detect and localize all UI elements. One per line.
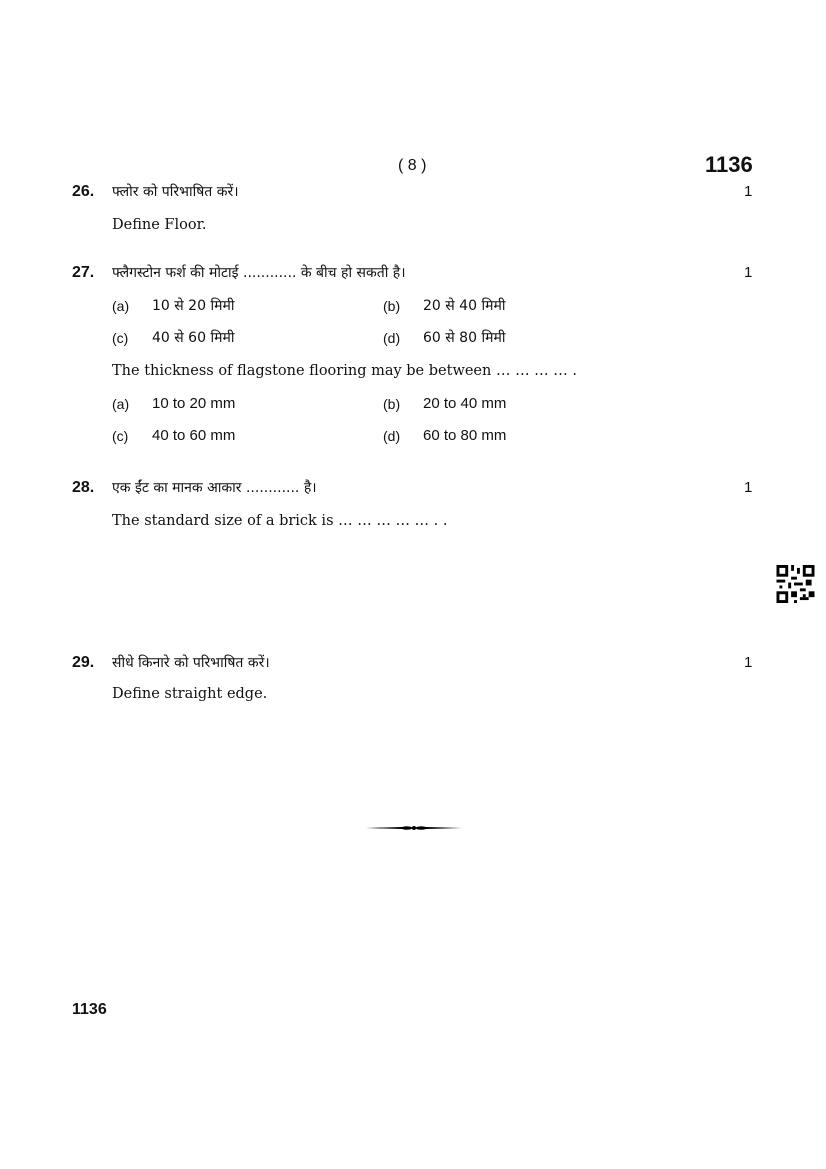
question-hindi: फ्लोर को परिभाषित करें। — [112, 184, 239, 200]
paper-code: 1136 — [705, 152, 753, 177]
option-text: 10 से 20 मिमी — [152, 298, 235, 314]
question-marks: 1 — [744, 654, 753, 671]
question-marks: 1 — [744, 264, 753, 281]
question-number: 28. — [72, 479, 95, 496]
qr-code-icon — [776, 565, 815, 603]
option-text: 20 to 40 mm — [423, 395, 507, 412]
question-hindi: सीधे किनारे को परिभाषित करें। — [112, 655, 270, 671]
question-number: 29. — [72, 654, 95, 671]
question-marks: 1 — [744, 183, 753, 200]
question-marks: 1 — [744, 479, 753, 496]
question-english: The standard size of a brick is … … … … … . . — [112, 513, 448, 529]
question-english: Define Floor. — [112, 217, 207, 233]
question-hindi: फ्लैगस्टोन फर्श की मोटाई ............ के बीच हो सकती है। — [112, 265, 406, 281]
question-number: 27. — [72, 264, 95, 281]
option-label: (d) — [383, 428, 401, 444]
page-number: ( 8 ) — [398, 157, 427, 174]
option-label: (b) — [383, 298, 401, 314]
question-hindi: एक ईंट का मानक आकार ............ है। — [112, 480, 317, 496]
option-text: 40 to 60 mm — [152, 427, 236, 444]
option-text: 40 से 60 मिमी — [152, 330, 235, 346]
question-english: Define straight edge. — [112, 686, 268, 702]
question-english: The thickness of flagstone flooring may be between … … … … . — [112, 363, 578, 379]
footer-paper-code: 1136 — [72, 1001, 107, 1018]
option-text: 10 to 20 mm — [152, 395, 236, 412]
option-label: (b) — [383, 396, 401, 412]
end-ornament-icon — [366, 822, 462, 834]
option-text: 60 to 80 mm — [423, 427, 507, 444]
question-number: 26. — [72, 183, 95, 200]
option-text: 20 से 40 मिमी — [423, 298, 506, 314]
option-label: (a) — [112, 298, 130, 314]
option-label: (a) — [112, 396, 130, 412]
option-label: (c) — [112, 330, 129, 346]
option-text: 60 से 80 मिमी — [423, 330, 506, 346]
option-label: (d) — [383, 330, 401, 346]
option-label: (c) — [112, 428, 129, 444]
